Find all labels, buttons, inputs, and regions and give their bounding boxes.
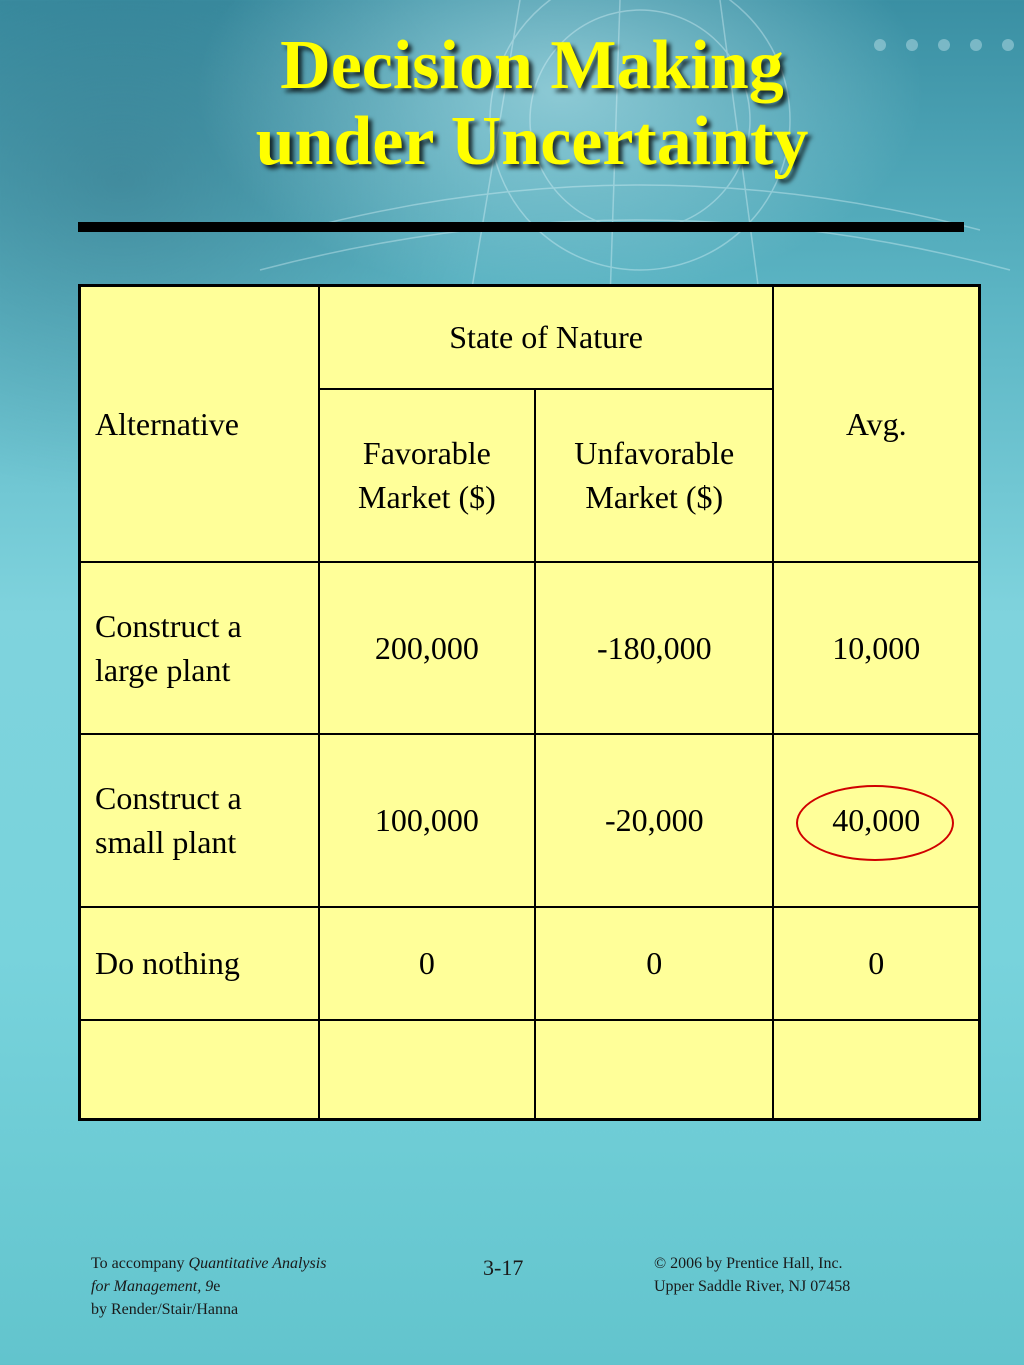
alternative-cell [80, 734, 319, 907]
header-avg: Avg. [773, 286, 979, 562]
header-alternative: Alternative [80, 286, 319, 562]
alternative-line2: large plant [95, 651, 231, 688]
avg-value: 0 [773, 907, 979, 1020]
table-row [80, 562, 980, 734]
alternative-line2: small plant [95, 824, 237, 860]
footer-book-credit [91, 1252, 326, 1321]
footer-prefix: To accompany [91, 1255, 189, 1272]
payoff-table [78, 284, 981, 1121]
unfavorable-value: 0 [535, 907, 773, 1020]
unfavorable-value: -20,000 [535, 734, 773, 907]
page-number: 3-17 [483, 1255, 524, 1280]
favorable-value: 100,000 [319, 734, 535, 907]
header-unfavorable-line1: Unfavorable [574, 435, 735, 471]
table-row [80, 907, 980, 1020]
alternative-line1: Construct a [95, 780, 242, 816]
header-favorable-market [319, 389, 535, 562]
header-unfavorable-line2: Market ($) [585, 479, 724, 515]
slide-title-line2: under Uncertainty [255, 103, 809, 180]
table-row-empty [80, 1020, 980, 1120]
footer-book-title-2: for Management, 9 [91, 1278, 214, 1295]
slide-title-line1: Decision Making [280, 27, 784, 104]
footer-authors: by Render/Stair/Hanna [91, 1301, 239, 1318]
avg-value: 10,000 [773, 562, 979, 734]
footer-copyright [654, 1252, 850, 1298]
empty-cell [80, 1020, 319, 1120]
alternative-line1: Construct a [95, 607, 242, 644]
title-divider [78, 222, 964, 232]
empty-cell [773, 1020, 979, 1120]
alternative-cell [80, 562, 319, 734]
favorable-value: 200,000 [319, 562, 535, 734]
avg-value-highlighted: 40,000 [773, 734, 979, 907]
slide-title [0, 28, 1024, 180]
header-favorable-line2: Market ($) [358, 479, 496, 515]
highlight-circle [796, 785, 954, 861]
empty-cell [319, 1020, 535, 1120]
header-state-of-nature: State of Nature [319, 286, 774, 389]
footer-copyright-line1: © 2006 by Prentice Hall, Inc. [654, 1255, 843, 1272]
empty-cell [535, 1020, 773, 1120]
footer-edition-suffix: e [213, 1278, 221, 1295]
footer-book-title: Quantitative Analysis [188, 1255, 327, 1272]
unfavorable-value: -180,000 [535, 562, 773, 734]
favorable-value: 0 [319, 907, 535, 1020]
footer-copyright-line2: Upper Saddle River, NJ 07458 [654, 1278, 851, 1295]
alternative-cell: Do nothing [80, 907, 319, 1020]
table-header-row [80, 286, 980, 389]
header-favorable-line1: Favorable [362, 435, 491, 471]
header-unfavorable-market [535, 389, 773, 562]
